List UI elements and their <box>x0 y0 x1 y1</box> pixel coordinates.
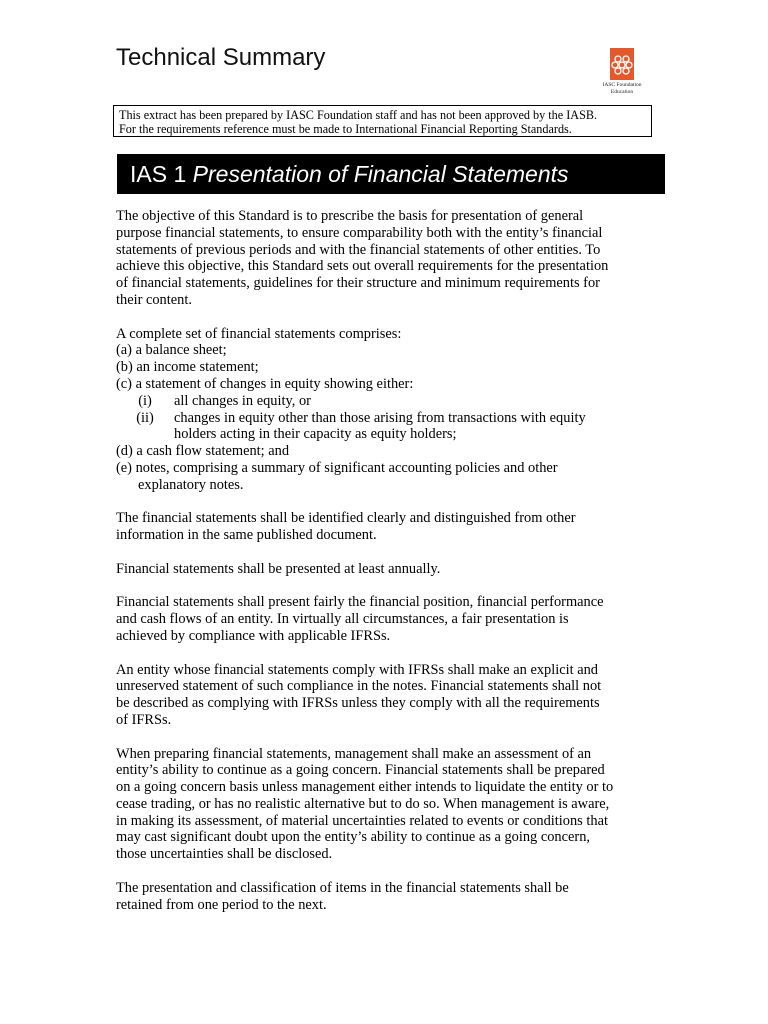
text-line: their content. <box>116 291 192 308</box>
text-line: unreserved statement of such compliance in the notes. Financial statements shall not <box>116 678 602 695</box>
subitem-number: (i) <box>138 392 152 409</box>
text-line: information in the same published document. <box>116 527 377 544</box>
logo-caption <box>592 82 652 96</box>
text-line: Financial statements shall be presented at least annually. <box>116 560 441 577</box>
paragraph-consistency <box>116 880 656 914</box>
text-line: of financial statements, guidelines for their structure and minimum requirements for <box>116 275 600 292</box>
text-line: achieve this objective, this Standard sets out overall requirements for the presentation <box>116 258 609 275</box>
logo-line-1: IASC Foundation <box>602 82 642 88</box>
list-item-e: (e) notes, comprising a summary of significant accounting policies and other <box>116 459 558 476</box>
text-line: The financial statements shall be identified clearly and distinguished from other <box>116 510 576 527</box>
text-line: entity’s ability to continue as a going concern. Financial statements shall be prepared <box>116 762 605 779</box>
text-line: be described as complying with IFRSs unless they comply with all the requirements <box>116 695 600 712</box>
document-body <box>116 208 656 930</box>
paragraph-frequency <box>116 561 656 578</box>
paragraph-identification <box>116 510 656 544</box>
text-line: An entity whose financial statements comply with IFRSs shall make an explicit and <box>116 661 598 678</box>
list-item-e-continued: explanatory notes. <box>138 476 244 493</box>
paragraph-fair-presentation <box>116 594 656 644</box>
text-line: of IFRSs. <box>116 711 172 728</box>
subitem-number: (ii) <box>136 409 154 426</box>
text-line: achieved by compliance with applicable IFRSs. <box>116 627 391 644</box>
list-subitem-i <box>116 393 656 410</box>
text-line: When preparing financial statements, management shall make an assessment of an <box>116 745 592 762</box>
disclaimer-line-1: This extract has been prepared by IASC Foundation staff and has not been approved by the IASB. <box>119 108 598 122</box>
list-item-a: (a) a balance sheet; <box>116 342 227 359</box>
list-subitem-ii <box>116 410 656 427</box>
list-intro: A complete set of financial statements comprises: <box>116 325 402 342</box>
text-line: The objective of this Standard is to prescribe the basis for presentation of general <box>116 208 584 224</box>
list-subitem-ii-continued: holders acting in their capacity as equity holders; <box>174 426 457 443</box>
text-line: purpose financial statements, to ensure comparability both with the entity’s financial <box>116 224 603 241</box>
page-title: Technical Summary <box>116 44 326 71</box>
disclaimer-box <box>113 105 652 137</box>
text-line: in making its assessment, of material uncertainties related to events or conditions that <box>116 812 608 829</box>
standard-title-banner <box>117 154 665 194</box>
paragraph-objective <box>116 208 656 309</box>
text-line: The presentation and classification of items in the financial statements shall be <box>116 879 569 896</box>
subitem-text: changes in equity other than those arising from transactions with equity <box>174 409 586 426</box>
logo-line-2: Education <box>610 89 634 95</box>
text-line: on a going concern basis unless management either intends to liquidate the entity or to <box>116 779 614 796</box>
list-item-c: (c) a statement of changes in equity showing either: <box>116 375 414 392</box>
list-item-b: (b) an income statement; <box>116 359 259 376</box>
text-line: cease trading, or has no realistic alternative but to do so. When management is aware, <box>116 795 610 812</box>
components-list <box>116 326 656 494</box>
iasc-logo-icon <box>610 48 634 80</box>
text-line: and cash flows of an entity. In virtually all circumstances, a fair presentation is <box>116 611 569 628</box>
text-line: Financial statements shall present fairly the financial position, financial performance <box>116 594 604 611</box>
text-line: retained from one period to the next. <box>116 896 327 913</box>
text-line: statements of previous periods and with the financial statements of other entities. To <box>116 241 601 258</box>
paragraph-going-concern <box>116 746 656 864</box>
disclaimer-line-2: For the requirements reference must be made to International Financial Reporting Standards. <box>119 122 572 136</box>
standard-code: IAS 1 <box>130 161 187 187</box>
paragraph-compliance <box>116 662 656 729</box>
text-line: may cast significant doubt upon the entity’s ability to continue as a going concern, <box>116 829 590 846</box>
subitem-text: all changes in equity, or <box>174 392 311 409</box>
list-item-d: (d) a cash flow statement; and <box>116 443 290 460</box>
iasc-foundation-logo <box>600 48 644 96</box>
standard-name: Presentation of Financial Statements <box>192 161 569 187</box>
text-line: those uncertainties shall be disclosed. <box>116 846 333 863</box>
